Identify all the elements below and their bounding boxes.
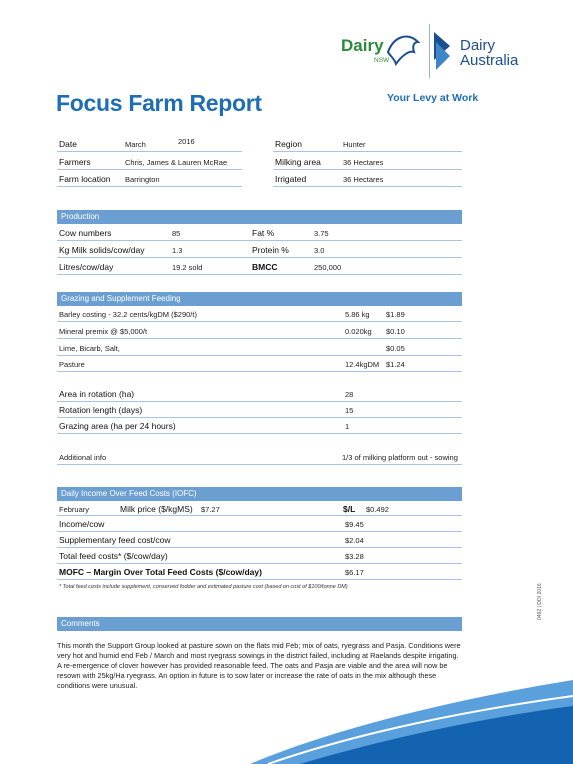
- fat-label: Fat %: [252, 228, 275, 238]
- report-title: Focus Farm Report: [56, 90, 262, 116]
- per-litre-label: $/L: [343, 504, 356, 514]
- divider: [57, 401, 462, 402]
- divider: [57, 240, 462, 241]
- protein-label: Protein %: [252, 245, 289, 255]
- region-label: Region: [275, 139, 302, 149]
- litres-label: Litres/cow/day: [59, 262, 114, 272]
- dairy-nsw-logo: Dairy: [341, 36, 384, 55]
- fat-value: 3.75: [314, 229, 329, 238]
- feed-name: Lime, Bicarb, Salt,: [59, 344, 120, 353]
- divider: [57, 579, 462, 580]
- feed-cost-footnote: * Total feed costs include supplement, conserved fodder and estimated pasture cost (based on cost of $100/tonne DM): [59, 584, 348, 590]
- comments-header: Comments: [57, 617, 462, 631]
- feed-cost: $0.10: [386, 327, 405, 336]
- cow-head-icon: [384, 28, 424, 68]
- total-feed-costs-value: $3.28: [345, 552, 364, 561]
- rotation-length-value: 15: [345, 406, 354, 415]
- area-rotation-label: Area in rotation (ha): [59, 389, 135, 399]
- grazing-area-value: 1: [345, 422, 350, 431]
- decorative-wave: [0, 670, 573, 764]
- supplementary-cost-value: $2.04: [345, 536, 364, 545]
- divider: [57, 464, 462, 465]
- date-label: Date: [59, 139, 77, 149]
- dairy-nsw-logo-subtitle: NSW: [374, 57, 390, 64]
- bmcc-label: BMCC: [252, 262, 278, 272]
- kg-milk-solids-label: Kg Milk solids/cow/day: [59, 245, 145, 255]
- divider: [57, 371, 462, 372]
- milk-price-value: $7.27: [201, 505, 220, 514]
- farmers-label: Farmers: [59, 157, 91, 167]
- divider: [57, 274, 462, 275]
- divider: [57, 417, 462, 418]
- divider: [57, 547, 462, 548]
- area-rotation-value: 28: [345, 390, 354, 399]
- divider: [57, 563, 462, 564]
- irrigated-label: Irrigated: [275, 174, 307, 184]
- feed-cost: $0.05: [386, 344, 405, 353]
- mofc-label: MOFC – Margin Over Total Feed Costs ($/cow/day): [59, 567, 262, 577]
- dairy-australia-logo-line2: Australia: [460, 52, 519, 69]
- divider: [57, 186, 242, 187]
- date-month: March: [125, 140, 146, 149]
- farmers-value: Chris, James & Lauren McRae: [125, 158, 228, 167]
- rotation-length-label: Rotation length (days): [59, 405, 143, 415]
- production-header: Production: [57, 210, 462, 224]
- milking-area-label: Milking area: [275, 157, 321, 167]
- farm-location-value: Barrington: [125, 175, 160, 184]
- divider: [273, 151, 462, 152]
- feed-name: Barley costing - 32.2 cents/kgDM ($290/t): [59, 310, 197, 319]
- feed-name: Mineral premix @ $5,000/t: [59, 327, 148, 336]
- divider: [57, 531, 462, 532]
- additional-info-value: 1/3 of milking platform out - sowing: [342, 453, 458, 462]
- irrigated-value: 36 Hectares: [343, 175, 384, 184]
- milk-price-label: Milk price ($/kgMS): [120, 504, 193, 514]
- feed-cost: $1.24: [386, 360, 405, 369]
- grazing-header: Grazing and Supplement Feeding: [57, 292, 462, 306]
- income-cow-label: Income/cow: [59, 519, 105, 529]
- divider: [57, 257, 462, 258]
- document-code: 0492 | DOI 2016: [537, 583, 543, 620]
- date-year: 2016: [178, 137, 195, 146]
- per-litre-value: $0.492: [366, 505, 389, 514]
- mofc-value: $6.17: [345, 568, 364, 577]
- divider: [57, 355, 462, 356]
- divider: [57, 151, 242, 152]
- income-cow-value: $9.45: [345, 520, 364, 529]
- iofc-month: February: [59, 505, 90, 514]
- divider: [57, 321, 462, 322]
- feed-name: Pasture: [59, 360, 85, 369]
- cow-numbers-label: Cow numbers: [59, 228, 112, 238]
- cow-numbers-value: 85: [172, 229, 181, 238]
- bmcc-value: 250,000: [314, 263, 342, 272]
- additional-info-label: Additional info: [59, 453, 107, 462]
- dairy-australia-mark-icon: [432, 30, 454, 72]
- feed-cost: $1.89: [386, 310, 405, 319]
- comments-text: This month the Support Group looked at pasture sown on the flats mid Feb; mix of oats, ryegrass and Pasja. Conditions were very hot and humid end Feb / March and most ryegrass sowings in the district failed, including at Raelands despite irrigating. A re-emergence of clover however has provided reasonable feed. The oats and Pasja are viable and the area will now be resown with 25kg/Ha ryegrass. An option in future is to sow later or increase the rate of oats in the mix although these conditions were unusual.: [57, 641, 461, 690]
- divider: [273, 186, 462, 187]
- region-value: Hunter: [343, 140, 366, 149]
- grazing-area-label: Grazing area (ha per 24 hours): [59, 421, 176, 431]
- divider: [57, 433, 462, 434]
- logo-divider: [429, 24, 430, 78]
- supplementary-cost-label: Supplementary feed cost/cow: [59, 535, 171, 545]
- total-feed-costs-label: Total feed costs* ($/cow/day): [59, 551, 168, 561]
- dairy-australia-logo-line1: Dairy: [460, 37, 496, 54]
- farm-location-label: Farm location: [59, 174, 111, 184]
- dairy-australia-logo: [460, 38, 518, 68]
- kg-milk-solids-value: 1.3: [172, 246, 183, 255]
- divider: [57, 515, 462, 516]
- feed-qty: 0.020kg: [345, 327, 372, 336]
- levy-tagline: Your Levy at Work: [387, 92, 479, 104]
- iofc-header: Daily Income Over Feed Costs (IOFC): [57, 487, 462, 501]
- feed-qty: 12.4kgDM: [345, 360, 380, 369]
- feed-qty: 5.86 kg: [345, 310, 370, 319]
- protein-value: 3.0: [314, 246, 325, 255]
- litres-value: 19.2 sold: [172, 263, 203, 272]
- divider: [273, 169, 462, 170]
- divider: [57, 169, 242, 170]
- divider: [57, 338, 462, 339]
- milking-area-value: 36 Hectares: [343, 158, 384, 167]
